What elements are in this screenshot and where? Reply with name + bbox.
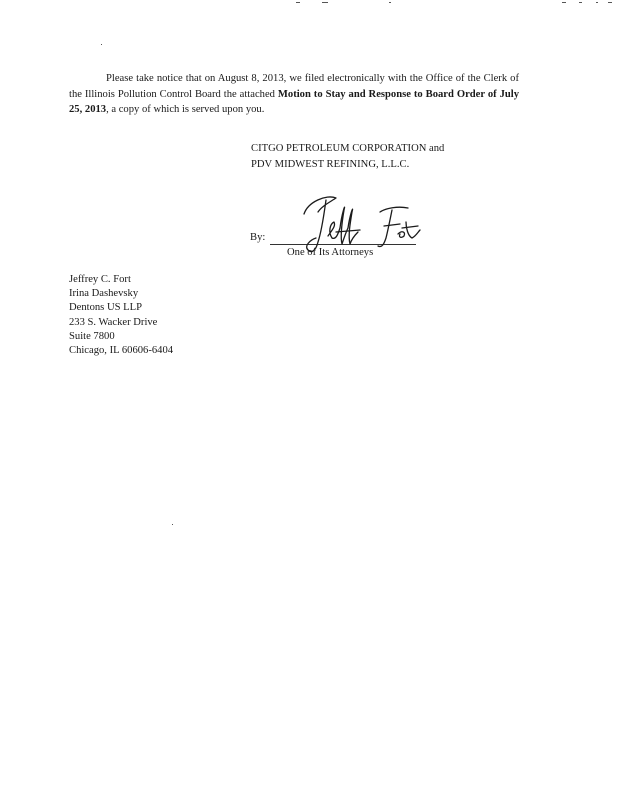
- scan-speck: [562, 2, 566, 3]
- address-line: Dentons US LLP: [69, 302, 142, 314]
- scan-speck: [322, 2, 328, 3]
- address-line: 233 S. Wacker Drive: [69, 316, 158, 328]
- scan-speck: [172, 524, 173, 525]
- address-line: Chicago, IL 60606-6404: [69, 345, 174, 357]
- party-line-1: CITGO PETROLEUM CORPORATION and: [251, 143, 445, 154]
- address-line: Jeffrey C. Fort: [69, 274, 131, 285]
- notice-document-title: Motion to Stay and Response to Board Order of July 25, 2013: [69, 88, 520, 115]
- address-line: Irina Dashevsky: [69, 288, 139, 300]
- scan-speck: [389, 2, 391, 3]
- scan-speck: [608, 2, 612, 3]
- scan-speck: [579, 2, 582, 3]
- party-line-2: PDV MIDWEST REFINING, L.L.C.: [251, 158, 410, 170]
- by-label: By:: [250, 232, 266, 243]
- notice-tail: , a copy of which is served upon you.: [106, 104, 265, 115]
- scan-speck: [596, 2, 598, 3]
- scan-speck: [296, 2, 300, 3]
- address-line: Suite 7800: [69, 330, 115, 342]
- notice-paragraph: [69, 71, 519, 118]
- signature-caption: One of Its Attorneys: [287, 247, 374, 258]
- party-block: [251, 141, 444, 172]
- counsel-address-block: [69, 273, 173, 358]
- notice-lead: Please take notice that on August 8, 2013, we filed electronically with the Office of the Clerk of the Illinois Pollution Control Board the attached: [69, 73, 519, 100]
- scan-speck: [101, 44, 102, 45]
